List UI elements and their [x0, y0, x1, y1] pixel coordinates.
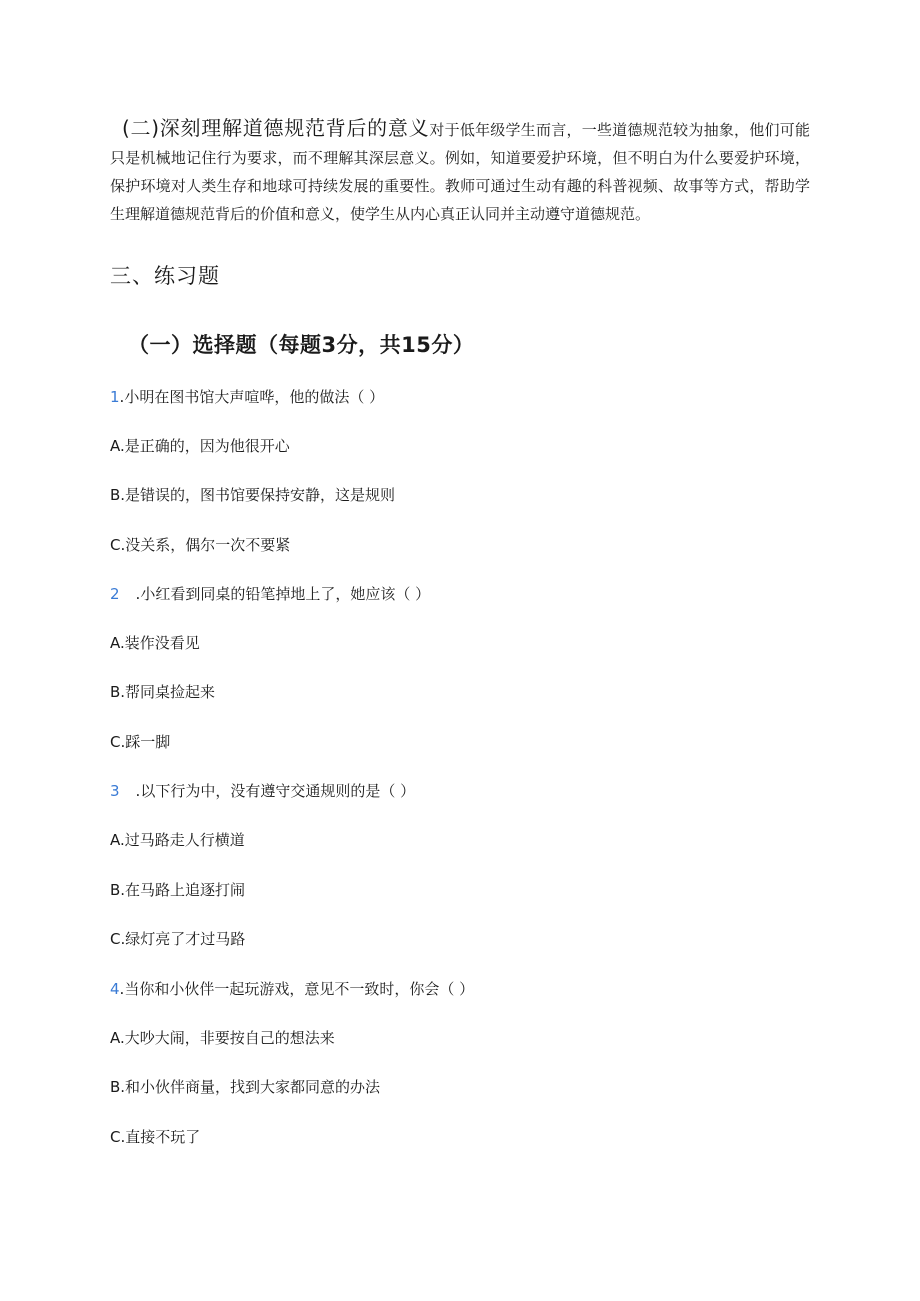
question-4-option-c: C.直接不玩了	[110, 1128, 201, 1146]
question-1-option-c: C.没关系，偶尔一次不要紧	[110, 536, 291, 554]
question-text: .小明在图书馆大声喧哗，他的做法（ ）	[119, 388, 385, 406]
question-2-option-c: C.踩一脚	[110, 733, 171, 751]
question-number: 3	[110, 782, 120, 800]
question-text: .当你和小伙伴一起玩游戏，意见不一致时，你会（ ）	[119, 980, 475, 998]
question-1	[110, 386, 384, 408]
question-4-option-b: B.和小伙伴商量，找到大家都同意的办法	[110, 1078, 381, 1096]
intro-body: 对于低年级学生而言，一些道德规范较为抽象，他们可能只是机械地记住行为要求，而不理解其深层意义。例如，知道要爱护环境，但不明白为什么要爱护环境，保护环境对人类生存和地球可持续发展的重要性。教师可通过生动有趣的科普视频、故事等方式，帮助学生理解道德规范背后的价值和意义，使学生从内心真正认同并主动遵守道德规范。	[110, 121, 810, 223]
intro-heading: (二)深刻理解道德规范背后的意义	[122, 116, 430, 140]
question-number: 2	[110, 585, 120, 603]
question-number: 4	[110, 980, 120, 998]
question-text: .以下行为中，没有遵守交通规则的是（ ）	[135, 782, 416, 800]
question-3-option-c: C.绿灯亮了才过马路	[110, 930, 246, 948]
question-3	[110, 780, 415, 802]
section-title: 三、练习题	[110, 264, 220, 288]
question-number: 1	[110, 388, 120, 406]
question-2-option-b: B.帮同桌捡起来	[110, 683, 216, 701]
question-1-option-a: A.是正确的，因为他很开心	[110, 437, 290, 455]
question-2-option-a: A.装作没看见	[110, 634, 200, 652]
question-4	[110, 978, 474, 1000]
question-4-option-a: A.大吵大闹，非要按自己的想法来	[110, 1029, 335, 1047]
question-text: .小红看到同桌的铅笔掉地上了，她应该（ ）	[135, 585, 431, 603]
subsection-title: （一）选择题（每题3分，共15分）	[128, 333, 475, 357]
intro-paragraph	[110, 114, 810, 228]
question-3-option-b: B.在马路上追逐打闹	[110, 881, 246, 899]
question-1-option-b: B.是错误的，图书馆要保持安静，这是规则	[110, 486, 396, 504]
question-3-option-a: A.过马路走人行横道	[110, 831, 245, 849]
question-2	[110, 583, 430, 605]
